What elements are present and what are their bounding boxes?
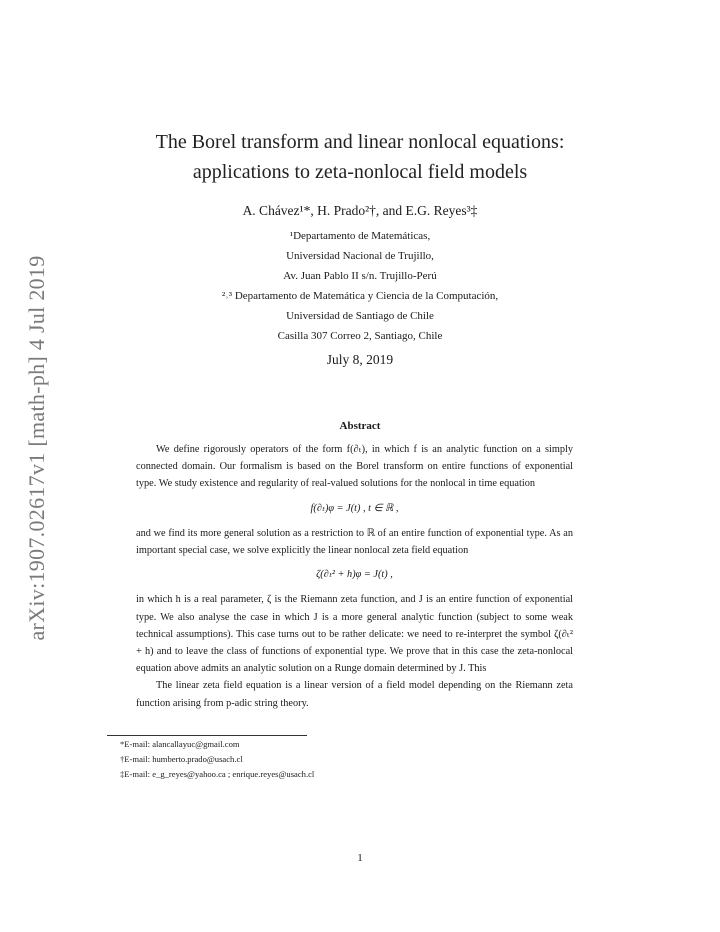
equation-zeta-field: ζ(∂ₜ² + h)φ = J(t) , [316,569,393,581]
abstract-paragraph: The linear zeta field equation is a linear version of a field model depending on the Riemann zeta function arising from p-adic string theory. [136,680,573,709]
arxiv-stamp: arXiv:1907.02617v1 [math-ph] 4 Jul 2019 [24,255,49,641]
abstract-heading: Abstract [339,420,381,432]
affiliations [0,226,720,346]
affiliation-line: ²˒³ Departamento de Matemática y Ciencia de la Computación, [221,290,499,302]
publication-date: July 8, 2019 [326,352,394,367]
abstract-paragraph: in which h is a real parameter, ζ is the Riemann zeta function, and J is an entire function of exponential type. We also analyse the case in which J is a more general analytic function (subject to some weak technical assumptions). This case turns out to be rather delicate: we need to re-interpret the symbol ζ(∂ₜ² + h) and to leave the class of functions of exponential type. We prove that in this case the zeta-nonlocal equation above admits an analytic solution on a Runge domain determined by J. This [136,594,573,675]
affiliation-line: Casilla 307 Correo 2, Santiago, Chile [277,330,443,342]
author-list: A. Chávez¹*, H. Prado²†, and E.G. Reyes³‡ [242,203,478,218]
footnote-divider [107,735,307,736]
footnote-email: *E-mail: alancallayuc@gmail.com [120,739,240,749]
abstract-paragraph: We define rigorously operators of the form f(∂ₜ), in which f is an analytic function on a simply connected domain. Our formalism is based on the Borel transform on entire functions of exponential type. We study existence and regularity of real-valued solutions for the nonlocal in time equation [136,444,573,490]
affiliation-line: Universidad de Santiago de Chile [286,310,434,322]
paper-title [0,127,720,187]
abstract-paragraph: and we find its more general solution as a restriction to ℝ of an entire function of exponential type. As an important special case, we solve explicitly the linear nonlocal zeta field equation [136,527,573,557]
footnote-email: †E-mail: humberto.prado@usach.cl [120,753,243,764]
affiliation-line: Universidad Nacional de Trujillo, [286,250,434,262]
page-number: 1 [357,852,363,864]
equation-nonlocal-time: f(∂ₜ)φ = J(t) , t ∈ ℝ , [310,502,399,514]
affiliation-line: Av. Juan Pablo II s/n. Trujillo-Perú [283,270,437,282]
affiliation-line: ¹Departamento de Matemáticas, [289,230,431,242]
title-line-2: applications to zeta-nonlocal field models [192,161,528,183]
footnotes [120,737,314,781]
footnote-email: ‡E-mail: e_g_reyes@yahoo.ca ; enrique.reyes@usach.cl [120,768,315,779]
abstract-body [136,441,573,712]
title-line-1: The Borel transform and linear nonlocal equations: [155,131,565,153]
